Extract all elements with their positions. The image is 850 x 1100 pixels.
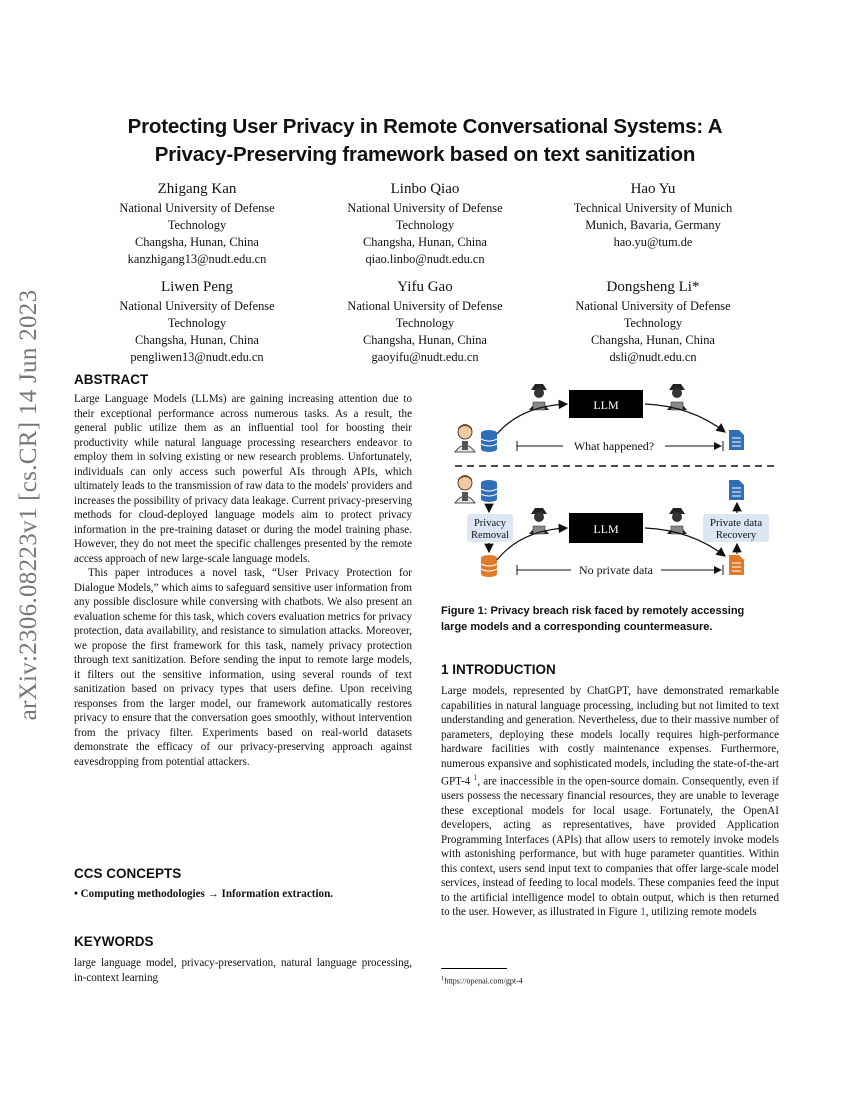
author-name: Yifu Gao xyxy=(397,279,453,295)
author-location: Munich, Bavaria, Germany xyxy=(585,218,721,232)
author-affiliation: National University of Defense xyxy=(575,299,731,313)
paper-title xyxy=(60,113,790,169)
author-name: Zhigang Kan xyxy=(157,181,237,197)
figure-ref-link[interactable]: 1 xyxy=(640,906,646,919)
figure-1-caption xyxy=(441,603,781,635)
what-happened-label: What happened? xyxy=(573,439,655,453)
ccs-heading: CCS CONCEPTS xyxy=(74,866,182,881)
llm-label: LLM xyxy=(593,398,619,412)
author-affiliation: Technology xyxy=(167,218,227,232)
author-block-5 xyxy=(320,277,530,366)
title-line-2: Privacy-Preserving framework based on text sanitization xyxy=(154,143,696,166)
introduction-heading: 1 INTRODUCTION xyxy=(441,662,556,677)
author-email: pengliwen13@nudt.edu.cn xyxy=(130,350,264,364)
footnote-url[interactable]: https://openai.com/gpt-4 xyxy=(444,976,523,986)
introduction-body xyxy=(441,684,779,920)
bottom-scenario xyxy=(455,475,769,577)
title-line-1: Protecting User Privacy in Remote Conversational Systems: A xyxy=(127,115,723,138)
author-location: Changsha, Hunan, China xyxy=(591,333,715,347)
introduction-paragraph xyxy=(441,684,779,920)
llm-label: LLM xyxy=(593,522,619,536)
recovered-document-icon xyxy=(729,480,744,500)
top-scenario xyxy=(455,384,744,453)
author-block-4 xyxy=(92,277,302,366)
intro-text-1: Large models, represented by ChatGPT, have demonstrated remarkable capabilities in natural language processing, including but not limited to text understanding and generation. Nevertheless, due to their massive number of parameters, deploying these models locally requires high-performance hardware facilities with costly maintenance expenses. Furthermore, numerous expansive and sophisticated models, including the state-of-the-art GPT-4 xyxy=(441,685,779,788)
user-icon xyxy=(455,475,475,503)
keywords-text: large language model, privacy-preservation, natural language processing, in-context learning xyxy=(74,957,412,984)
privacy-removal-label-2: Removal xyxy=(471,530,509,541)
author-email: gaoyifu@nudt.edu.cn xyxy=(371,350,479,364)
author-location: Changsha, Hunan, China xyxy=(363,235,487,249)
author-affiliation: National University of Defense xyxy=(119,299,275,313)
abstract-heading: ABSTRACT xyxy=(74,372,149,387)
author-block-3 xyxy=(548,179,758,251)
caption-line-1: Figure 1: Privacy breach risk faced by remotely accessing xyxy=(441,605,745,617)
author-block-2 xyxy=(320,179,530,268)
author-email: kanzhigang13@nudt.edu.cn xyxy=(127,252,267,266)
abstract-body xyxy=(74,392,412,769)
author-block-6 xyxy=(548,277,758,366)
footnote xyxy=(441,975,523,986)
author-affiliation: Technology xyxy=(167,316,227,330)
user-icon xyxy=(455,424,475,452)
author-affiliation: National University of Defense xyxy=(347,299,503,313)
privacy-removal-label-1: Privacy xyxy=(473,518,507,529)
author-email: dsli@nudt.edu.cn xyxy=(609,350,697,364)
database-icon xyxy=(481,430,497,452)
figure-1-diagram xyxy=(441,372,781,587)
author-name: Hao Yu xyxy=(630,181,676,197)
author-block-1 xyxy=(92,179,302,268)
author-affiliation: National University of Defense xyxy=(119,201,275,215)
author-email: qiao.linbo@nudt.edu.cn xyxy=(365,252,485,266)
author-location: Changsha, Hunan, China xyxy=(363,333,487,347)
abstract-paragraph-2: This paper introduces a novel task, “User Privacy Protection for Dialogue Models,” which aims to safeguard sensitive user information from any possible disclosure while conversing with chatbots. We also present an evaluation scheme for this task, which covers evaluation metrics for privacy protection, data availability, and resistance to simulation attacks. Moreover, we propose the first framework for this task, namely privacy protection through text sanitization. Before sending the input to remote large models, it filters out the sensitive information, using several rounds of text sanitization based on privacy types that users define. Upon receiving responses from the larger model, our framework automatically restores privacy to ensure that the conversation goes smoothly, without intervention from the privacy filter. Experiments based on real-world datasets demonstrate the efficacy of our privacy-preserving approach against eavesdropping from potential attackers. xyxy=(74,567,412,768)
footnote-mark: 1 xyxy=(441,975,445,982)
author-name: Liwen Peng xyxy=(160,279,234,295)
author-location: Changsha, Hunan, China xyxy=(135,235,259,249)
author-location: Changsha, Hunan, China xyxy=(135,333,259,347)
author-email: hao.yu@tum.de xyxy=(613,235,693,249)
hacker-icon xyxy=(667,508,687,534)
private-data-label-2: Recovery xyxy=(715,530,757,541)
author-affiliation: National University of Defense xyxy=(347,201,503,215)
intro-text-2: , are inaccessible in the open-source domain. Consequently, even if users possess the necessary financial resources, they are unable to leverage these exceptional models for local usage. Fortunately, the OpenAI developers, acting as representatives, have provided Application Programming Interfaces (APIs) that allow users to remotely invoke models with astonishing performance, but with huge parameter quantities. Within this context, users send input text to companies that offer large-scale model services, instead of feeding to local models. These companies feed the input to the artificial intelligence model to obtain output, which is then returned to the user. However, as illustrated in Figure xyxy=(441,775,779,919)
author-name: Dongsheng Li* xyxy=(606,279,700,295)
document-icon xyxy=(729,430,744,450)
arxiv-stamp xyxy=(14,289,44,721)
caption-line-2: large models and a corresponding countermeasure. xyxy=(441,621,713,633)
intro-text-3: , utilizing remote models xyxy=(645,906,757,919)
author-affiliation: Technology xyxy=(395,218,455,232)
hacker-icon xyxy=(667,384,687,410)
database-icon xyxy=(481,480,497,502)
arxiv-stamp-text: arXiv:2306.08223v1 [cs.CR] 14 Jun 2023 xyxy=(15,289,42,721)
no-private-data-label: No private data xyxy=(579,563,653,577)
author-affiliation: Technical University of Munich xyxy=(573,201,733,215)
keywords-heading: KEYWORDS xyxy=(74,934,154,949)
abstract-paragraph-1: Large Language Models (LLMs) are gaining increasing attention due to their exceptional performance across numerous tasks. As a result, the general public utilize them as an influential tool for boosting their productivity while natural language processing researchers endeavor to employ them in solving existing or new research problems. Unfortunately, individuals can only access such powerful AIs through APIs, which ultimately leads to the transmission of raw data to the models' providers and increases the possibility of privacy data leakage. Current privacy-preserving methods for cloud-deployed language models aim to protect privacy information in the pre-training dataset or during the model training phase. However, they do not meet the specific challenges presented by the remote access approach of new large-scale language models. xyxy=(74,393,412,565)
author-name: Linbo Qiao xyxy=(390,181,460,197)
author-affiliation: Technology xyxy=(395,316,455,330)
sanitized-database-icon xyxy=(481,555,497,577)
sanitized-document-icon xyxy=(729,555,744,575)
ccs-concepts: • Computing methodologies → Information extraction. xyxy=(74,888,334,900)
footnote-ref[interactable]: 1 xyxy=(473,773,478,782)
footnote-rule xyxy=(441,968,507,969)
private-data-label-1: Private data xyxy=(709,517,763,529)
author-affiliation: Technology xyxy=(623,316,683,330)
